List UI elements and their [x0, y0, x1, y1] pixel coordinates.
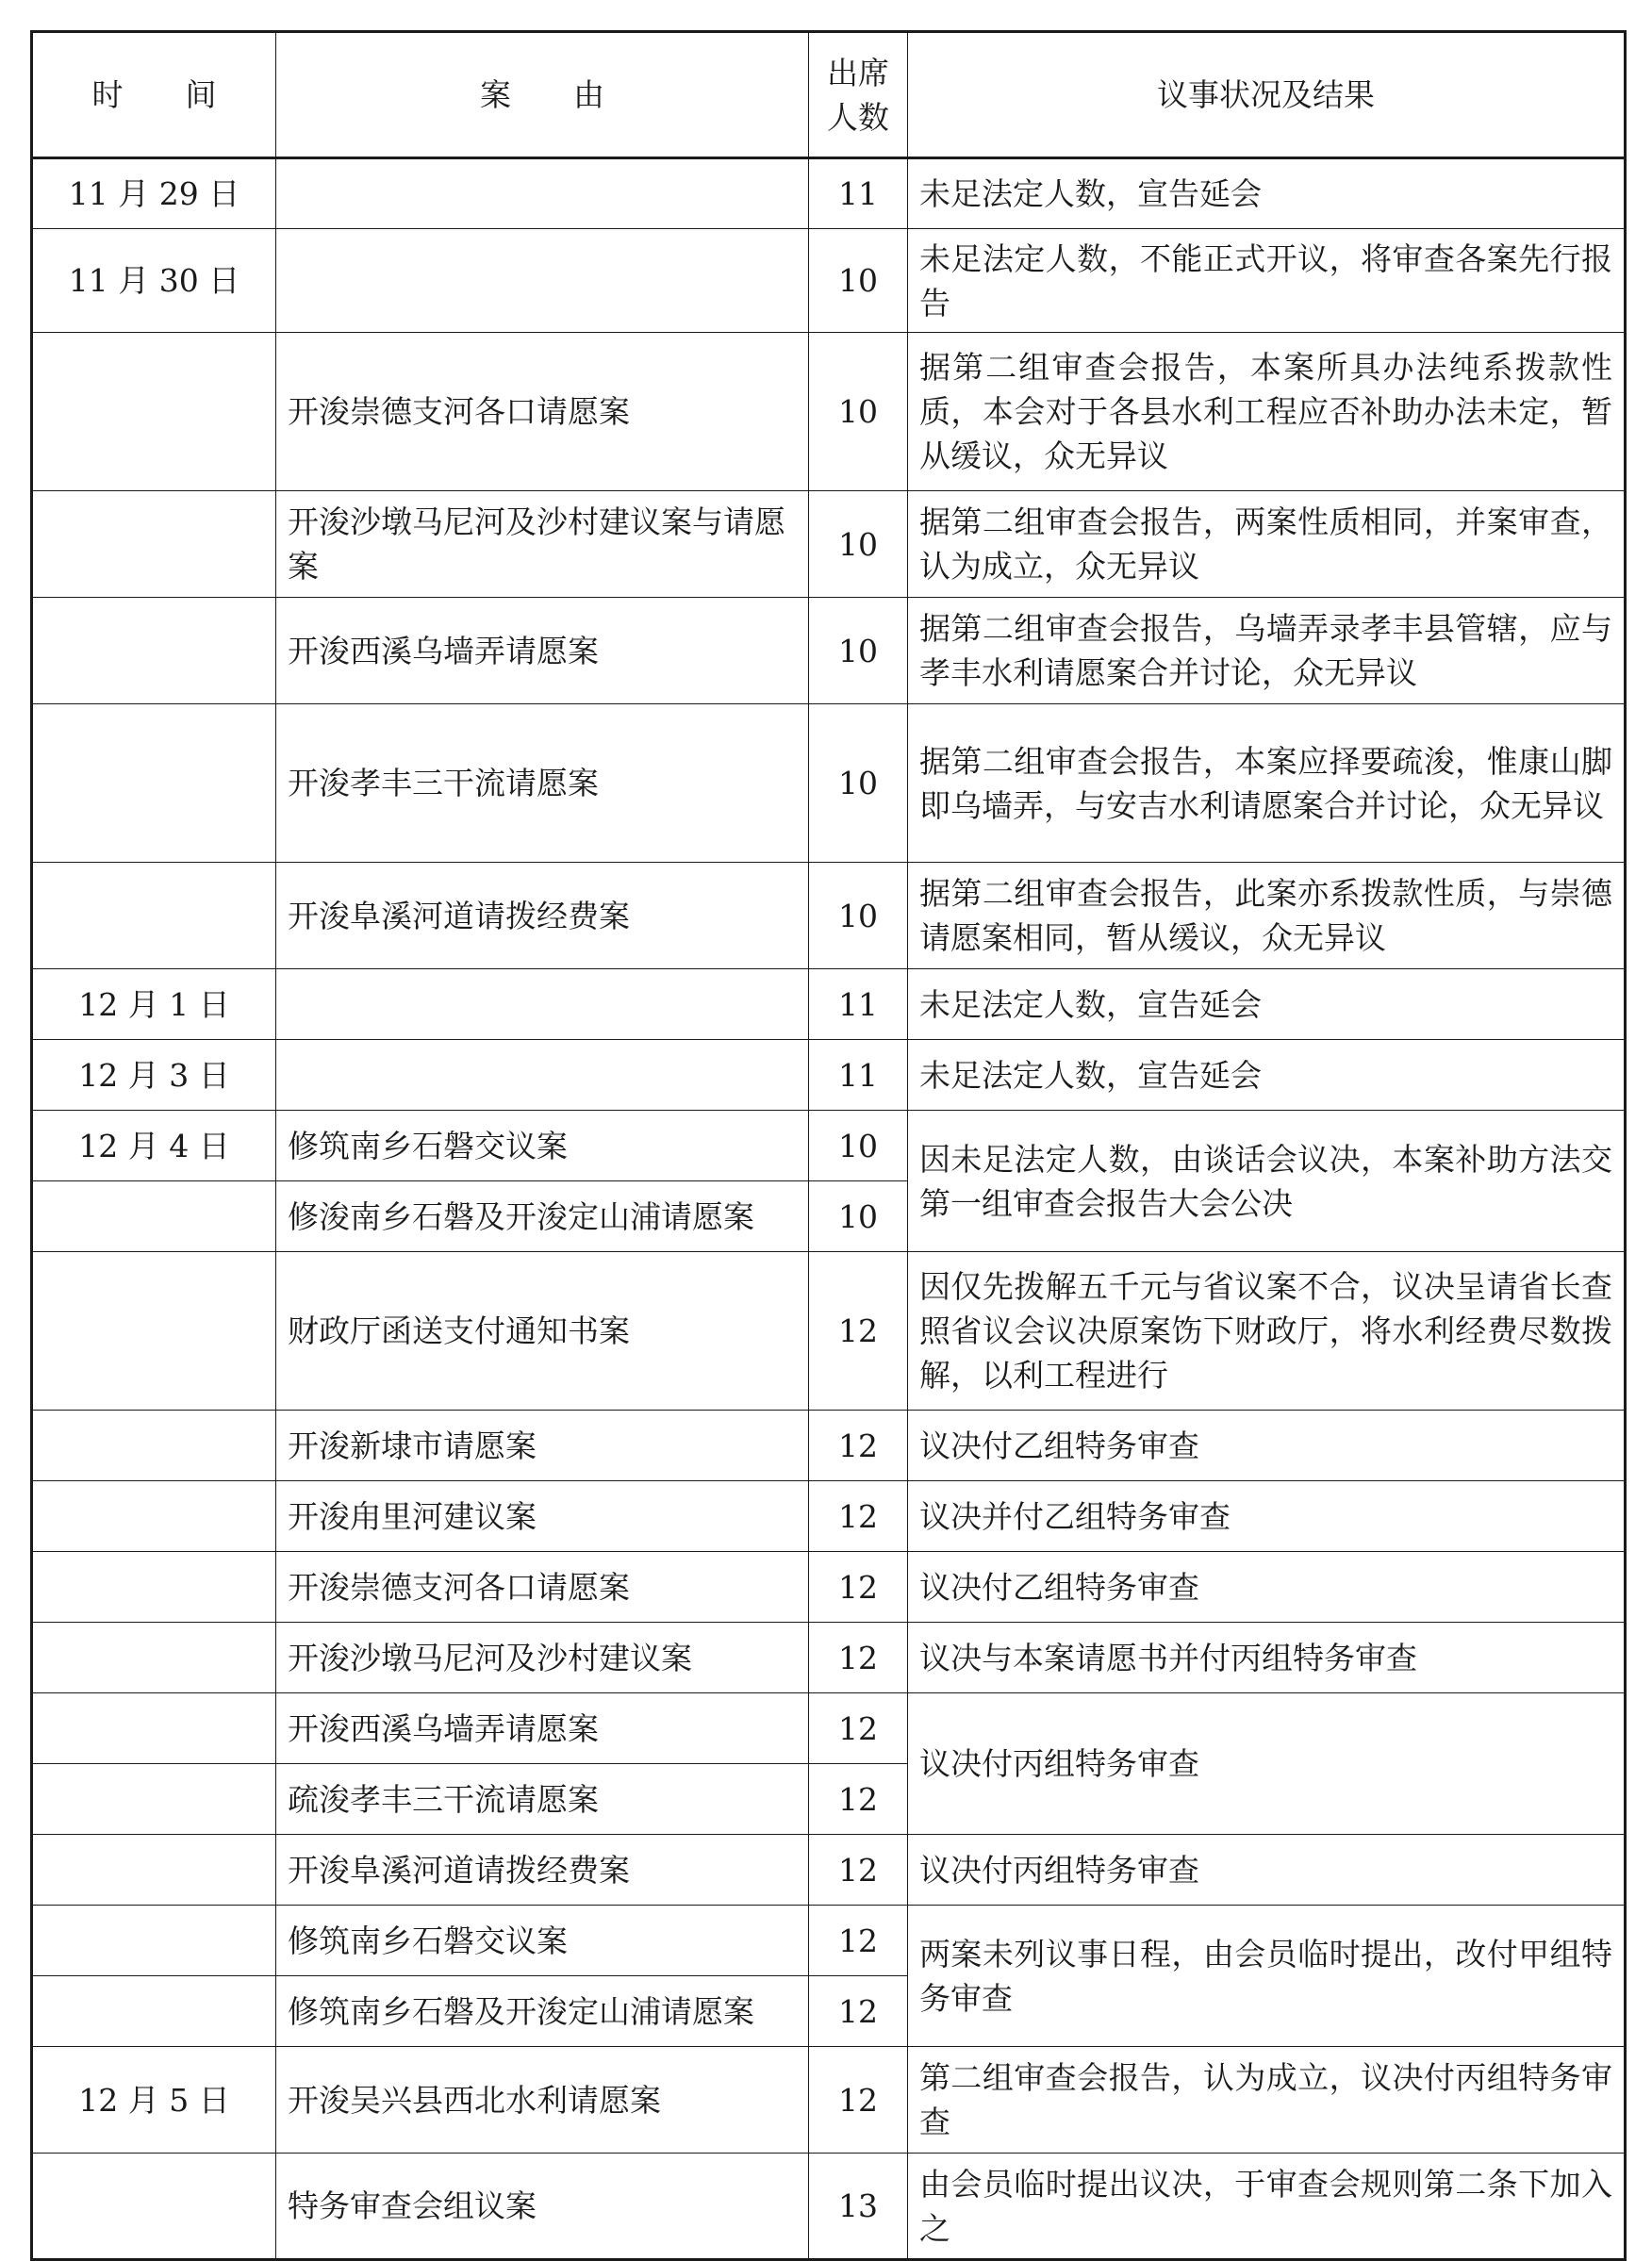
case-cell: 修筑南乡石磐交议案 [276, 1111, 809, 1181]
header-time: 时 间 [32, 32, 276, 158]
result-cell: 未足法定人数，宣告延会 [908, 1040, 1626, 1111]
case-cell [276, 1040, 809, 1111]
time-cell: 12 月 4 日 [32, 1111, 276, 1181]
case-cell: 开浚西溪乌墙弄请愿案 [276, 598, 809, 704]
case-cell: 开浚沙墩马尼河及沙村建议案 [276, 1623, 809, 1693]
time-cell: 11 月 29 日 [32, 158, 276, 229]
time-cell: 12 月 5 日 [32, 2047, 276, 2154]
table-row [32, 333, 1626, 491]
table-row [32, 2154, 1626, 2260]
table-row [32, 863, 1626, 969]
attendance-cell: 12 [809, 1481, 908, 1552]
time-cell [32, 704, 276, 863]
case-cell: 修筑南乡石磐交议案 [276, 1906, 809, 1976]
table-row [32, 1411, 1626, 1481]
attendance-cell: 12 [809, 1252, 908, 1411]
header-result: 议事状况及结果 [908, 32, 1626, 158]
table-row [32, 1906, 1626, 1976]
time-cell: 11 月 30 日 [32, 229, 276, 333]
table-row [32, 229, 1626, 333]
attendance-cell: 10 [809, 333, 908, 491]
case-cell: 开浚崇德支河各口请愿案 [276, 333, 809, 491]
time-cell: 12 月 3 日 [32, 1040, 276, 1111]
time-cell [32, 1411, 276, 1481]
result-cell: 第二组审查会报告，认为成立，议决付丙组特务审查 [908, 2047, 1626, 2154]
proceedings-table [30, 30, 1627, 2261]
time-cell [32, 1976, 276, 2047]
case-cell: 特务审查会组议案 [276, 2154, 809, 2260]
case-cell: 修浚南乡石磐及开浚定山浦请愿案 [276, 1181, 809, 1252]
result-cell: 议决付丙组特务审查 [908, 1835, 1626, 1906]
attendance-cell: 10 [809, 598, 908, 704]
result-cell: 两案未列议事日程，由会员临时提出，改付甲组特务审查 [908, 1906, 1626, 2047]
time-cell [32, 1181, 276, 1252]
result-cell: 据第二组审查会报告，本案所具办法纯系拨款性质，本会对于各县水利工程应否补助办法未定，暂从缓议，众无异议 [908, 333, 1626, 491]
table-row [32, 598, 1626, 704]
result-cell: 据第二组审查会报告，本案应择要疏浚，惟康山脚即乌墙弄，与安吉水利请愿案合并讨论，众无异议 [908, 704, 1626, 863]
attendance-cell: 11 [809, 158, 908, 229]
result-cell: 由会员临时提出议决，于审查会规则第二条下加入之 [908, 2154, 1626, 2260]
table-row [32, 1481, 1626, 1552]
attendance-cell: 12 [809, 1552, 908, 1623]
case-cell [276, 229, 809, 333]
result-cell: 未足法定人数，宣告延会 [908, 969, 1626, 1040]
case-cell [276, 158, 809, 229]
attendance-cell: 11 [809, 1040, 908, 1111]
header-case: 案 由 [276, 32, 809, 158]
time-cell [32, 2154, 276, 2260]
case-cell: 修筑南乡石磐及开浚定山浦请愿案 [276, 1976, 809, 2047]
attendance-cell: 10 [809, 1181, 908, 1252]
result-cell: 议决付乙组特务审查 [908, 1552, 1626, 1623]
header-row [32, 32, 1626, 158]
time-cell [32, 1693, 276, 1764]
case-cell: 开浚吴兴县西北水利请愿案 [276, 2047, 809, 2154]
result-cell: 未足法定人数，不能正式开议，将审查各案先行报告 [908, 229, 1626, 333]
result-cell: 据第二组审查会报告，乌墙弄录孝丰县管辖，应与孝丰水利请愿案合并讨论，众无异议 [908, 598, 1626, 704]
attendance-cell: 12 [809, 1906, 908, 1976]
case-cell: 开浚孝丰三干流请愿案 [276, 704, 809, 863]
time-cell [32, 598, 276, 704]
table-row [32, 1111, 1626, 1181]
time-cell [32, 1623, 276, 1693]
result-cell: 未足法定人数，宣告延会 [908, 158, 1626, 229]
time-cell [32, 863, 276, 969]
time-cell [32, 1835, 276, 1906]
result-cell: 议决付丙组特务审查 [908, 1693, 1626, 1835]
case-cell: 财政厅函送支付通知书案 [276, 1252, 809, 1411]
result-cell: 议决并付乙组特务审查 [908, 1481, 1626, 1552]
attendance-cell: 11 [809, 969, 908, 1040]
table-row [32, 2047, 1626, 2154]
case-cell: 开浚西溪乌墙弄请愿案 [276, 1693, 809, 1764]
result-cell: 因未足法定人数，由谈话会议决，本案补助方法交第一组审查会报告大会公决 [908, 1111, 1626, 1252]
attendance-cell: 12 [809, 1693, 908, 1764]
table-row [32, 158, 1626, 229]
table-row [32, 1623, 1626, 1693]
table-row [32, 969, 1626, 1040]
table-row [32, 1252, 1626, 1411]
case-cell: 开浚崇德支河各口请愿案 [276, 1552, 809, 1623]
attendance-cell: 12 [809, 1764, 908, 1835]
time-cell [32, 491, 276, 598]
table-row [32, 1040, 1626, 1111]
case-cell: 开浚甪里河建议案 [276, 1481, 809, 1552]
attendance-cell: 12 [809, 2047, 908, 2154]
case-cell: 开浚阜溪河道请拨经费案 [276, 1835, 809, 1906]
time-cell [32, 1906, 276, 1976]
table-row [32, 1835, 1626, 1906]
attendance-cell: 10 [809, 491, 908, 598]
attendance-cell: 12 [809, 1835, 908, 1906]
time-cell [32, 1252, 276, 1411]
header-attendance: 出席 人数 [809, 32, 908, 158]
table-row [32, 1552, 1626, 1623]
time-cell [32, 333, 276, 491]
table-row [32, 491, 1626, 598]
case-cell: 开浚新埭市请愿案 [276, 1411, 809, 1481]
attendance-cell: 12 [809, 1411, 908, 1481]
attendance-cell: 10 [809, 863, 908, 969]
result-cell: 因仅先拨解五千元与省议案不合，议决呈请省长查照省议会议决原案饬下财政厅，将水利经费尽数拨解，以利工程进行 [908, 1252, 1626, 1411]
result-cell: 据第二组审查会报告，两案性质相同，并案审查，认为成立，众无异议 [908, 491, 1626, 598]
case-cell: 开浚阜溪河道请拨经费案 [276, 863, 809, 969]
attendance-cell: 10 [809, 1111, 908, 1181]
table-row [32, 1693, 1626, 1764]
table-row [32, 704, 1626, 863]
result-cell: 议决与本案请愿书并付丙组特务审查 [908, 1623, 1626, 1693]
time-cell [32, 1552, 276, 1623]
attendance-cell: 10 [809, 704, 908, 863]
case-cell: 疏浚孝丰三干流请愿案 [276, 1764, 809, 1835]
attendance-cell: 13 [809, 2154, 908, 2260]
time-cell [32, 1481, 276, 1552]
time-cell: 12 月 1 日 [32, 969, 276, 1040]
attendance-cell: 10 [809, 229, 908, 333]
case-cell: 开浚沙墩马尼河及沙村建议案与请愿案 [276, 491, 809, 598]
case-cell [276, 969, 809, 1040]
attendance-cell: 12 [809, 1976, 908, 2047]
result-cell: 据第二组审查会报告，此案亦系拨款性质，与崇德请愿案相同，暂从缓议，众无异议 [908, 863, 1626, 969]
attendance-cell: 12 [809, 1623, 908, 1693]
result-cell: 议决付乙组特务审查 [908, 1411, 1626, 1481]
time-cell [32, 1764, 276, 1835]
